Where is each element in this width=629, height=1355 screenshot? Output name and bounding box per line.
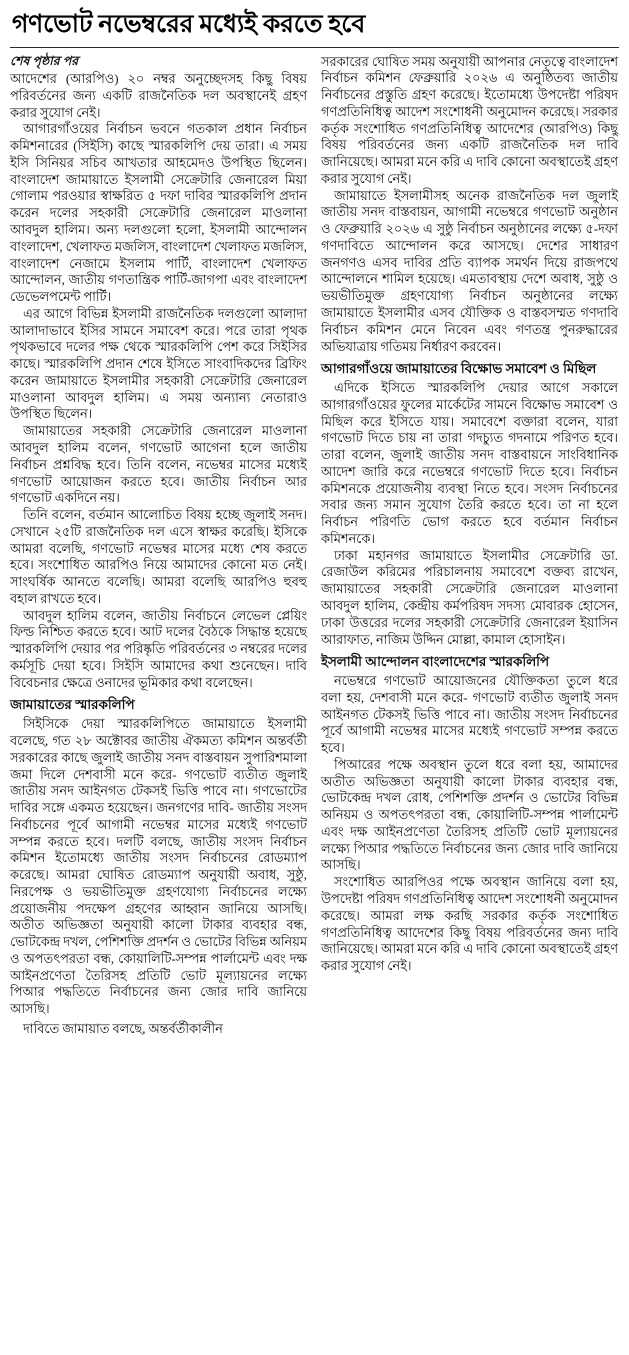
paragraph: আদেশের (আরপিও) ২০ নম্বর অনুচ্ছেদসহ কিছু বিষয় পরিবর্তনের জন্য একটি রাজনৈতিক দল অবস্থানেই গ্রহণ করার সুযোগ নেই।: [10, 72, 307, 120]
section-subhead: জামায়াতের স্মারকলিপি: [10, 697, 135, 713]
paragraph: সরকারের ঘোষিত সময় অনুযায়ী আপনার নেতৃত্বে বাংলাদেশ নির্বাচন কমিশন ফেব্রুয়ারি ২০২৬ এ অনুষ্ঠিতব্য জাতীয় নির্বাচনের প্রস্তুতি গ্রহণ করেছে। ইতোমধ্যে উপদেষ্টা পরিষদ গণপ্রতিনিধিত্ব আদেশ সংশোধনী অনুমোদন করেছে। সরকার কর্তৃক সংশোধিত গণপ্রতিনিধিত্ব আদেশের (আরপিও) কিছু বিষয় পরিবর্তনের জন্য একটি রাজনৈতিক দল দাবি জানিয়েছে। আমরা মনে করি এ দাবি কোনো অবস্থাতেই গ্রহণ করার সুযোগ নেই।: [321, 54, 618, 186]
paragraph: জামায়াতে ইসলামীসহ অনেক রাজনৈতিক দল জুলাই জাতীয় সনদ বাস্তবায়ন, আগামী নভেম্বরে গণভোট অনুষ্ঠান ও ফেব্রুয়ারি ২০২৬ এ সুষ্ঠু নির্বাচন অনুষ্ঠানের লক্ষ্যে ৫-দফা গণদাবিতে আন্দোলন করে আসছে। দেশের সাধারণ জনগণও এসব দাবির প্রতি ব্যাপক সমর্থন দিয়ে রাজপথে আন্দোলনে শামিল হয়েছে। এমতাবস্থায় দেশে অবাধ, সুষ্ঠু ও ভয়ভীতিমুক্ত গ্রহণযোগ্য নির্বাচন অনুষ্ঠানের লক্ষ্যে জামায়াতে ইসলামীর এসব যৌক্তিক ও বাস্তবসম্মত গণদাবি নির্বাচন কমিশন মেনে নিবেন এবং গণতন্ত্র পুনরুদ্ধারের অভিযাত্রায় গতিময় নির্ধারণ করবেন।: [321, 188, 618, 354]
right-column: [321, 54, 618, 975]
paragraph: আগারগাঁওয়ের নির্বাচন ভবনে গতকাল প্রধান নির্বাচন কমিশনারের (সিইসি) কাছে স্মারকলিপি দেয় তারা। এ সময় ইসি সিনিয়র সচিব আখতার আহমেদও উপস্থিত ছিলেন। বাংলাদেশ জামায়াতে ইসলামী সেক্রেটারি জেনারেল মিয়া গোলাম পরওয়ার স্বাক্ষরিত ৫ দফা দাবির স্মারকলিপি প্রদান করেন দলের সহকারী সেক্রেটারি জেনারেল মাওলানা আবদুল হালিম। অন্য দলগুলো হলো, ইসলামী আন্দোলন বাংলাদেশ, খেলাফত মজলিস, বাংলাদেশ খেলাফত মজলিস, বাংলাদেশ নেজামে ইসলাম পার্টি, বাংলাদেশ খেলাফত আন্দোলন, জাতীয় গণতান্ত্রিক পার্টি-জাগপা এবং বাংলাদেশ ডেভেলপমেন্ট পার্টি।: [10, 122, 307, 305]
paragraph: এর আগে বিভিন্ন ইসলামী রাজনৈতিক দলগুলো আলাদা আলাদাভাবে ইসির সামনে সমাবেশ করে। পরে তারা পৃথক পৃথকভাবে দলের পক্ষ থেকে স্মারকলিপি পেশ করে সিইসির কাছে। স্মারকলিপি প্রদান শেষে ইসিতে সাংবাদিকদের ব্রিফিং করেন জামায়াতে ইসলামীর সহকারী সেক্রেটারি জেনারেল মাওলানা আবদুল হালিম। এ সময় অন্যান্য নেতারাও উপস্থিত ছিলেন।: [10, 306, 307, 422]
paragraph: আবদুল হালিম বলেন, জাতীয় নির্বাচনে লেভেল প্লেয়িং ফিল্ড নিশ্চিত করতে হবে। আট দলের বৈঠকে সিদ্ধান্ত হয়েছে স্মারকলিপি দেয়ার পর পরিষ্কৃতি পরিবর্তনের ৩ নম্বরের দলের কর্মসূচি দেয়া হবে। সিইসি আমাদের কথা শুনেছেন। দাবি বিবেচনার ক্ষেত্রে ওনাদের ভূমিকার কথা বলেছেন।: [10, 608, 307, 690]
paragraph: সিইসিকে দেয়া স্মারকলিপিতে জামায়াতে ইসলামী বলেছে, গত ২৮ অক্টোবর জাতীয় ঐকমত্য কমিশন অন্তর্বর্তী সরকারের কাছে জুলাই জাতীয় সনদ বাস্তবায়ন সুপারিশমালা জমা দিলে দেশবাসী মনে করে- গণভোট ব্যতীত জুলাই জাতীয় সনদ আইনগত টেকসই ভিত্তি পাবে না। গণভোটের দাবির সঙ্গে একমত হয়েছেন। জনগণের দাবি- জাতীয় সংসদ নির্বাচনের পূর্বে আগামী নভেম্বর মাসের মধ্যেই গণভোট সম্পন্ন করতে হবে। দলটি বলছে, জাতীয় সংসদ নির্বাচন কমিশন ইতোমধ্যে জাতীয় সংসদ নির্বাচনের রোডম্যাপ করেছে। আমরা ঘোষিত রোডম্যাপ অনুযায়ী অবাধ, সুষ্ঠু, নিরপেক্ষ ও ভয়ভীতিমুক্ত গ্রহণযোগ্য নির্বাচনের লক্ষ্যে প্রয়োজনীয় পদক্ষেপ গ্রহণের আহ্বান জানিয়ে আসছি। অতীত অভিজ্ঞতা অনুযায়ী কালো টাকার ব্যবহার বন্ধ, ভোটকেন্দ্র দখল, পেশিশক্তি প্রদর্শন ও ভোটের বিভিন্ন অনিয়ম ও অপতৎপরতা বন্ধ, কোয়ালিটি-সম্পন্ন পার্লামেন্ট এবং দক্ষ আইনপ্রণেতা তৈরিসহ প্রতিটি ভোট মূল্যায়নের লক্ষ্যে পিআর পদ্ধতিতে নির্বাচনের জন্য জোর দাবি জানিয়ে আসছি।: [10, 717, 307, 1017]
section-subhead: ইসলামী আন্দোলন বাংলাদেশের স্মারকলিপি: [321, 654, 550, 670]
left-column: [10, 54, 307, 1038]
page-title: গণভোট নভেম্বরের মধ্যেই করতে হবে: [12, 11, 366, 38]
article-columns: [10, 54, 619, 1038]
paragraph: ঢাকা মহানগর জামায়াতে ইসলামীর সেক্রেটারি ডা. রেজাউল করিমের পরিচালনায় সমাবেশে বক্তব্য রাখেন, জামায়াতের সহকারী সেক্রেটারি জেনারেল মাওলানা আবদুল হালিম, কেন্দ্রীয় কর্মপরিষদ সদস্য মোবারক হোসেন, ঢাকা উত্তরের দলের সহকারী সেক্রেটারি জেনারেল ইয়াসিন আরাফাত, নাজিম উদ্দিন মোল্লা, কামাল হোসাইন।: [321, 548, 618, 647]
paragraph: জামায়াতের সহকারী সেক্রেটারি জেনারেল মাওলানা আবদুল হালিম বলেন, গণভোট আগেনা হলে জাতীয় নির্বাচন প্রশ্নবিদ্ধ হবে। তিনি বলেন, নভেম্বর মাসের মধ্যেই গণভোট আয়োজন করতে হবে। জাতীয় নির্বাচন আর গণভোট একদিনে নয়।: [10, 424, 307, 506]
section-subhead: আগারগাঁওয়ে জামায়াতের বিক্ষোভ সমাবেশ ও মিছিল: [321, 361, 597, 377]
paragraph: দাবিতে জামায়াত বলছে, অন্তর্বর্তীকালীন: [23, 1021, 223, 1036]
paragraph: নভেম্বরে গণভোট আয়োজনের যৌক্তিকতা তুলে ধরে বলা হয়, দেশবাসী মনে করে- গণভোট ব্যতীত জুলাই সনদ আইনগত টেকসই ভিত্তি পাবে না। জাতীয় সংসদ নির্বাচনের পূর্বে আগামী নভেম্বর মাসের মধ্যেই গণভোট সম্পন্ন করতে হবে।: [321, 674, 618, 756]
title-divider: [10, 47, 619, 48]
paragraph: এদিকে ইসিতে স্মারকলিপি দেয়ার আগে সকালে আগারগাঁওয়ের ফুলের মার্কেটের সামনে বিক্ষোভ সমাবেশ ও মিছিল করে ইসিতে যায়। সমাবেশে বক্তারা বলেন, যারা গণভোট দিতে চায় না তারা গদচ্যুত গদনামে পরিণত হবে। তারা বলেন, জুলাই জাতীয় সনদ বাস্তবায়নে সাংবিধানিক আদেশ জারি করে নভেম্বরে গণভোট দিতে হবে। নির্বাচন কমিশনকে প্রয়োজনীয় ব্যবস্থা নিতে হবে। সংসদ নির্বাচনের সবার জন্য সমান সুযোগ তৈরি করতে হবে। তা না হলে নির্বাচন পরিণতি ভোগ করতে হবে বর্তমান নির্বাচন কমিশনকে।: [321, 381, 618, 546]
paragraph: তিনি বলেন, বর্তমান আলোচিত বিষয় হচ্ছে জুলাই সনদ। সেখানে ২৫টি রাজনৈতিক দল এসে স্বাক্ষর করেছি। ইসিকে আমরা বলেছি, গণভোট নভেম্বর মাসের মধ্যে শেষ করতে হবে। সংশোধিত আরপিও নিয়ে আমাদের কোনো মত নেই। সাংঘর্ষিক আনতে বলেছি। আমরা বলেছি আরপিও হুবহু বহাল রাখতে হবে।: [10, 508, 307, 606]
continuation-kicker: শেষ পৃষ্ঠার পর: [10, 53, 79, 68]
paragraph: পিআরের পক্ষে অবস্থান তুলে ধরে বলা হয়, আমাদের অতীত অভিজ্ঞতা অনুযায়ী কালো টাকার ব্যবহার বন্ধ, ভোটকেন্দ্র দখল রোধ, পেশিশক্তি প্রদর্শন ও ভোটের বিভিন্ন অনিয়ম ও অপতৎপরতা বন্ধ, কোয়ালিটি-সম্পন্ন পার্লামেন্ট এবং দক্ষ আইনপ্রণেতা তৈরিসহ প্রতিটি ভোট মূল্যায়নের লক্ষ্যে পিআর পদ্ধতিতে নির্বাচনের জন্য জোর দাবি জানিয়ে আসছি।: [321, 757, 618, 873]
paragraph: সংশোধিত আরপিওর পক্ষে অবস্থান জানিয়ে বলা হয়, উপদেষ্টা পরিষদ গণপ্রতিনিধিত্ব আদেশ সংশোধনী অনুমোদন করেছে। আমরা লক্ষ করছি সরকার কর্তৃক সংশোধিত গণপ্রতিনিধিত্ব আদেশের কিছু বিষয় পরিবর্তনের জন্য দাবি জানিয়েছে। আমরা মনে করি এ দাবি কোনো অবস্থাতেই গ্রহণ করার সুযোগ নেই।: [321, 875, 618, 974]
